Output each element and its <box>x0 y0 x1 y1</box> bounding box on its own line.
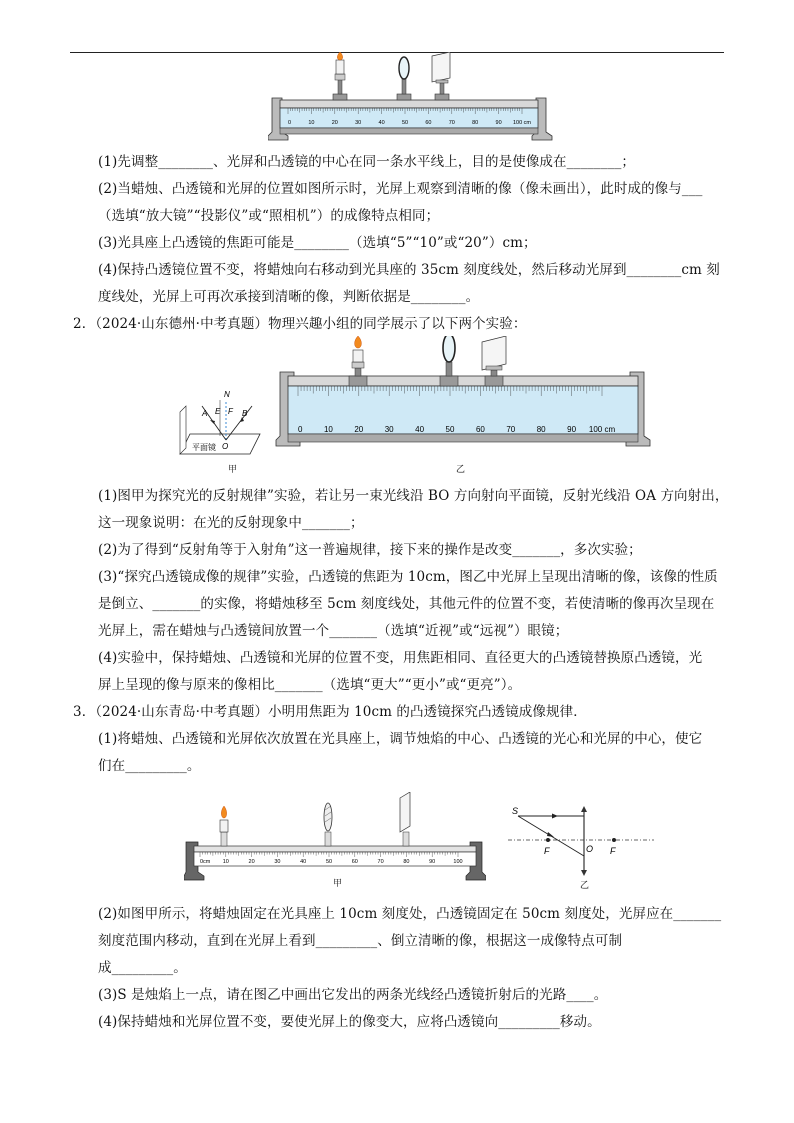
q2-line-4: (3)“探究凸透镜成像的规律”实验，凸透镜的焦距为 10cm，图乙中光屏上呈现出清晰的像，该像的性质 <box>98 569 718 585</box>
fig3-tick-label: 50 <box>325 859 333 865</box>
fig2-caption-yi: 乙 <box>456 465 466 475</box>
fig3-tick-label: 10 <box>222 859 229 865</box>
mirror-label-plane: 平面镜 <box>192 443 216 452</box>
fig2-tick-label: 80 <box>536 425 546 434</box>
fig1-tick-label: 100 cm <box>512 120 532 126</box>
fig2-tick-label: 0 <box>298 425 303 434</box>
fig2-tick-label: 60 <box>475 425 485 434</box>
fig2-tick-label: 90 <box>567 425 577 434</box>
fig1-tick-label: 80 <box>472 120 479 126</box>
q3-line-2: 们在_________。 <box>98 758 201 774</box>
fig2-tick-label: 40 <box>415 425 425 434</box>
q2-line-7: (4)实验中，保持蜡烛、凸透镜和光屏的位置不变，用焦距相同、直径更大的凸透镜替换原凸透镜，光 <box>98 650 703 666</box>
fig2-tick-label: 50 <box>445 425 455 434</box>
fig3-tick-label: 20 <box>248 859 255 865</box>
q3-heading: 3．（2024·山东青岛·中考真题）小明用焦距为 10cm 的凸透镜探究凸透镜成像规律． <box>73 704 587 720</box>
q1-line-1: (1)先调整________、光屏和凸透镜的中心在同一条水平线上，目的是使像成在________； <box>98 154 636 170</box>
fig1-tick-label: 70 <box>448 120 455 126</box>
plane-mirror-diagram <box>180 390 260 454</box>
fig1-tick-label: 90 <box>495 120 502 126</box>
q1-line-3: （选填“放大镜”“投影仪”或“照相机”）的成像特点相同； <box>98 208 440 224</box>
q3-line-6: (3)S 是烛焰上一点，请在图乙中画出它发出的两条光线经凸透镜折射后的光路____。 <box>98 987 608 1003</box>
fig1-tick-label: 10 <box>308 120 315 126</box>
q2-heading: 2．（2024·山东德州·中考真题）物理兴趣小组的同学展示了以下两个实验： <box>73 316 527 332</box>
q1-line-4: (3)光具座上凸透镜的焦距可能是________（选填“5”“10”或“20”）cm； <box>98 235 537 251</box>
fig1-tick-label: 0 <box>288 120 292 126</box>
fig1-tick-label: 40 <box>378 120 385 126</box>
q3-line-4: 刻度范围内移动，直到在光屏上看到_________、倒立清晰的像，根据这一成像特点可制 <box>98 933 623 949</box>
fig3-tick-label: 0cm <box>200 859 211 865</box>
fig3-tick-label: 40 <box>300 859 307 865</box>
q2-line-3: (2)为了得到“反射角等于入射角”这一普遍规律，接下来的操作是改变_______，多次实验； <box>98 542 642 558</box>
fig3-tick-label: 30 <box>274 859 281 865</box>
mirror-label-B: B <box>242 409 248 418</box>
fig3-tick-label: 100 <box>453 859 463 865</box>
q3-line-7: (4)保持蜡烛和光屏位置不变，要使光屏上的像变大，应将凸透镜向_________移动。 <box>98 1014 601 1030</box>
mirror-label-F: F <box>228 407 233 416</box>
fig2-tick-label: 100 cm <box>588 425 616 434</box>
figure-3-ray-diagram <box>508 804 654 888</box>
q1-line-6: 度线处，光屏上可再次承接到清晰的像，判断依据是________。 <box>98 289 480 305</box>
ray-label-F-right: F <box>610 846 616 856</box>
fig1-tick-label: 60 <box>425 120 432 126</box>
figure-1-optical-bench <box>268 52 554 144</box>
q1-line-2: (2)当蜡烛、凸透镜和光屏的位置如图所示时，光屏上观察到清晰的像（像未画出），此时成的像与___ <box>98 181 703 197</box>
fig3-caption-yi: 乙 <box>580 881 590 891</box>
fig3-tick-label: 80 <box>403 859 410 865</box>
fig2-caption-jia: 甲 <box>228 465 238 475</box>
q1-line-5: (4)保持凸透镜位置不变，将蜡烛向右移动到光具座的 35cm 刻度线处，然后移动光屏到________cm 刻 <box>98 262 720 278</box>
q2-line-2: 这一现象说明：在光的反射现象中_______； <box>98 515 364 531</box>
fig2-tick-label: 20 <box>354 425 364 434</box>
mirror-label-A: A <box>202 409 208 418</box>
ray-label-F-left: F <box>544 846 550 856</box>
fig3-tick-label: 70 <box>377 859 384 865</box>
q3-line-1: (1)将蜡烛、凸透镜和光屏依次放置在光具座上，调节烛焰的中心、凸透镜的光心和光屏的中心，使它 <box>98 731 703 747</box>
q3-line-5: 成_________。 <box>98 960 187 976</box>
mirror-label-E: E <box>215 407 221 416</box>
fig3-tick-label: 90 <box>429 859 436 865</box>
mirror-label-N: N <box>224 390 230 399</box>
fig3-caption-jia: 甲 <box>333 879 343 889</box>
fig1-tick-label: 20 <box>331 120 338 126</box>
q2-line-5: 是倒立、_______的实像，将蜡烛移至 5cm 刻度线处，其他元件的位置不变，若使清晰的像再次呈现在 <box>98 596 715 612</box>
fig2-tick-label: 30 <box>384 425 394 434</box>
q2-line-8: 屏上呈现的像与原来的像相比_______（选填“更大”“更小”或“更亮”）。 <box>98 677 522 693</box>
fig1-tick-label: 30 <box>355 120 362 126</box>
mirror-label-O: O <box>222 442 229 451</box>
q3-line-3: (2)如图甲所示，将蜡烛固定在光具座上 10cm 刻度处，凸透镜固定在 50cm 刻度处，光屏应在_______ <box>98 906 722 922</box>
fig2-tick-label: 10 <box>323 425 333 434</box>
q2-line-6: 光屏上，需在蜡烛与凸透镜间放置一个_______（选填“近视”或“远视”）眼镜； <box>98 623 569 639</box>
ray-label-S: S <box>512 806 519 816</box>
fig1-tick-label: 50 <box>401 120 409 126</box>
ray-label-O: O <box>586 844 594 854</box>
q2-line-1: (1)图甲为探究光的反射规律”实验，若让另一束光线沿 BO 方向射向平面镜，反射光线沿 OA 方向射出， <box>98 488 729 504</box>
fig3-tick-label: 60 <box>351 859 358 865</box>
fig2-tick-label: 70 <box>506 425 516 434</box>
figure-3-optical-bench <box>184 792 486 886</box>
figure-2-mirror-and-bench <box>176 336 658 476</box>
